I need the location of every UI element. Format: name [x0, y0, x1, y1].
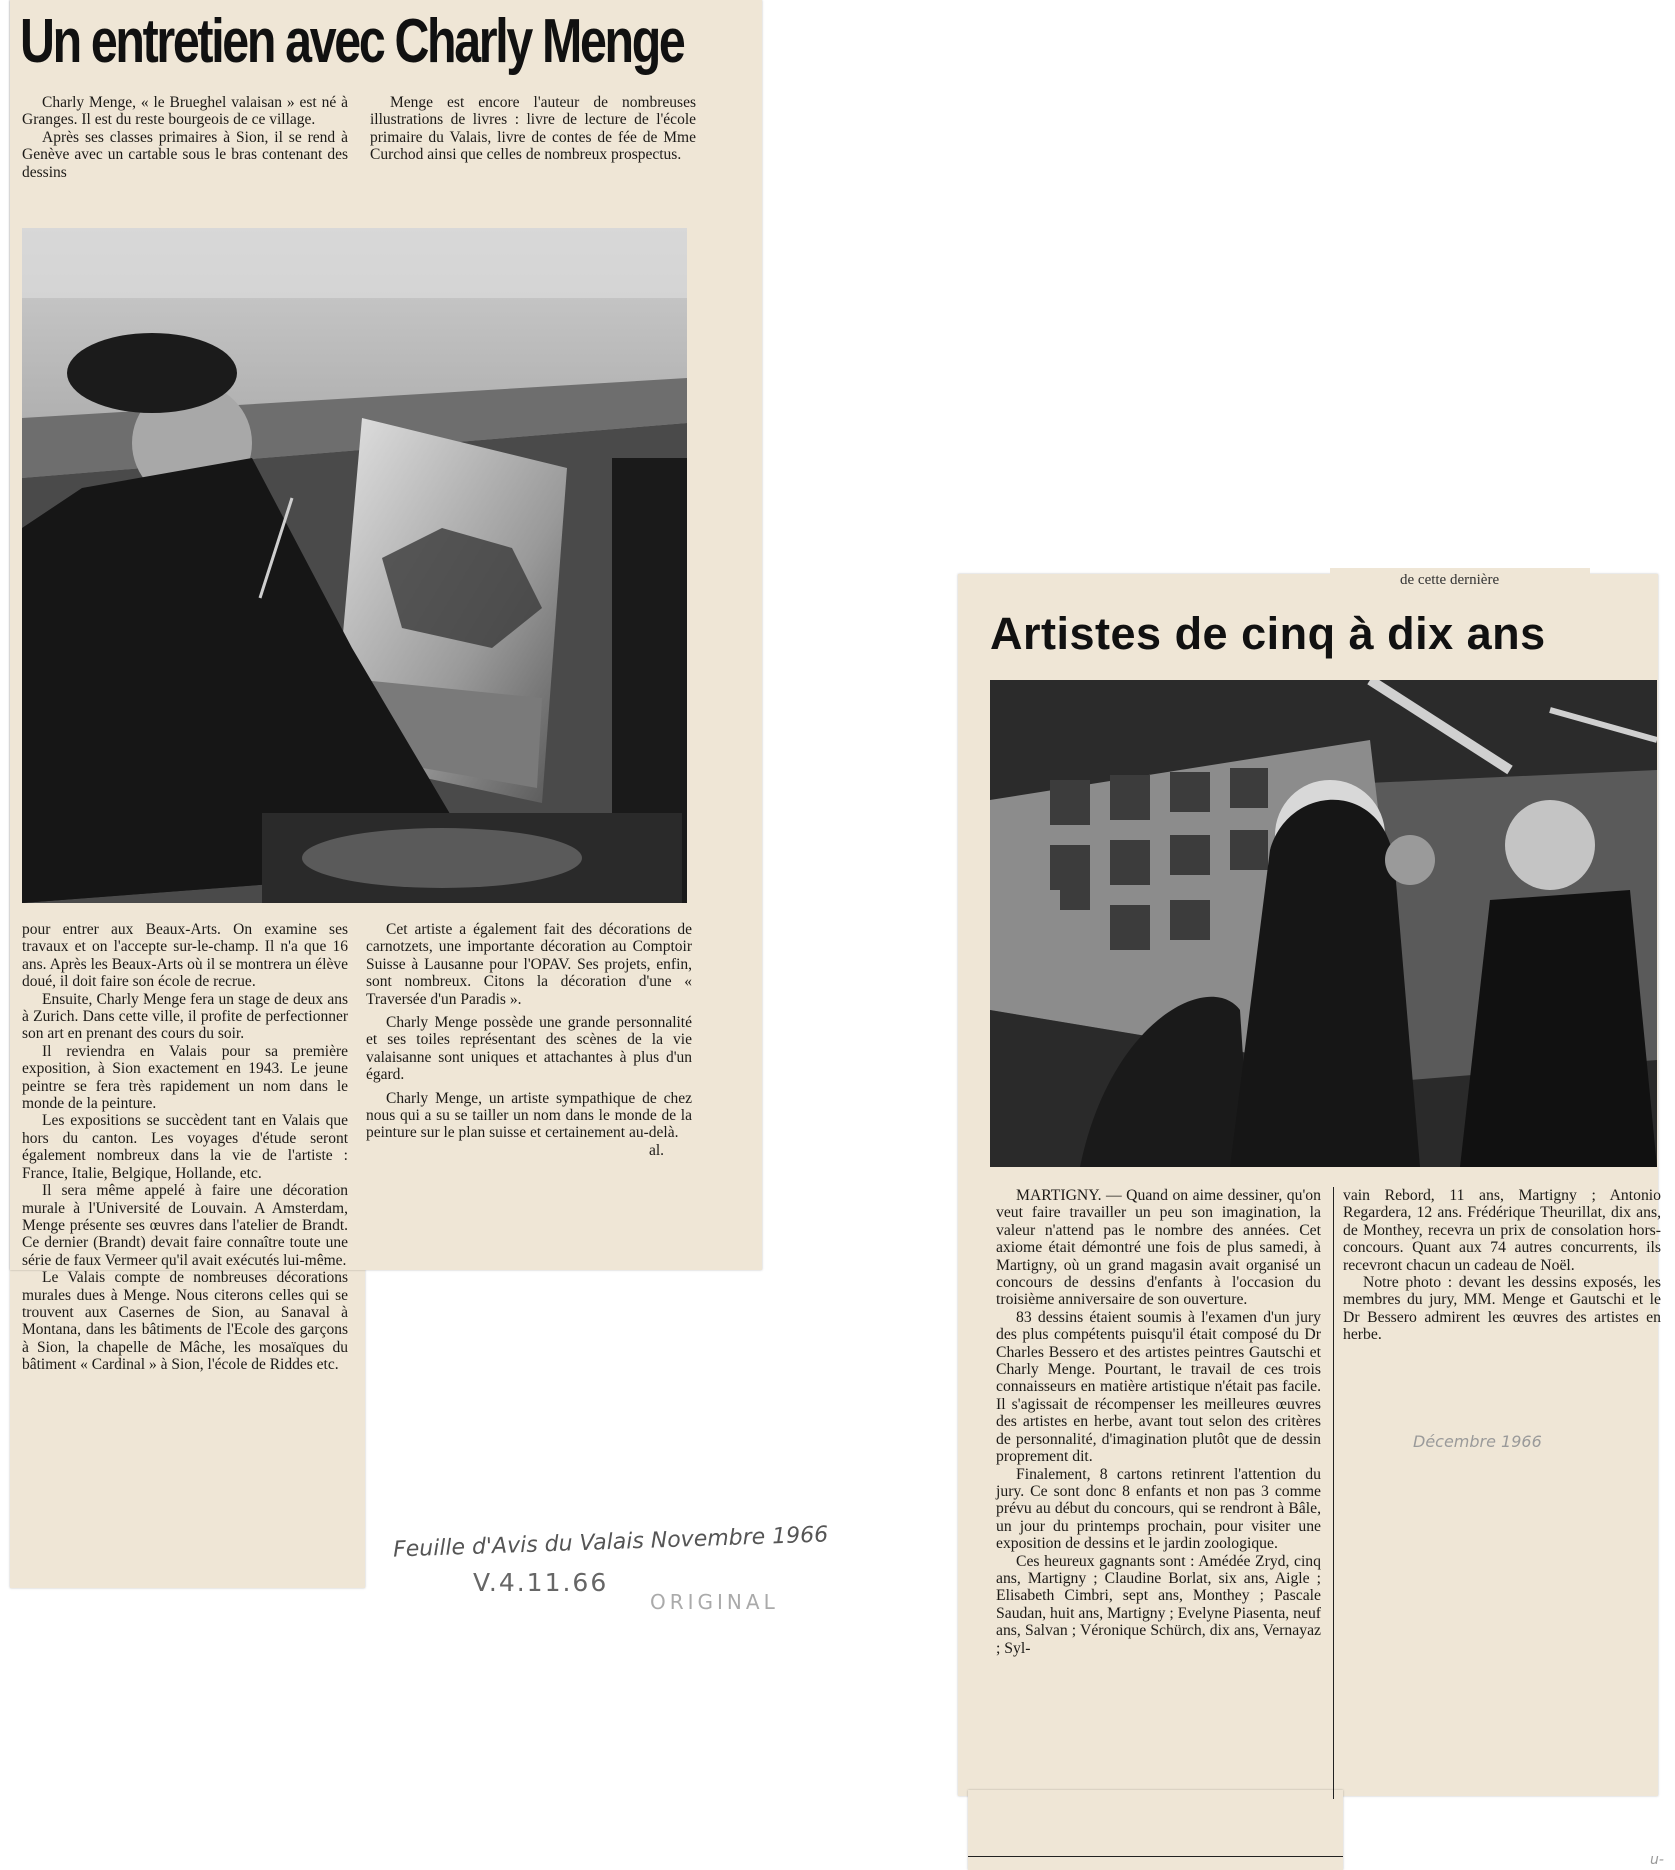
artistes-right-p2: Notre photo : devant les dessins exposés, les membres du jury, MM. Menge et Gautschi et le Dr Bessero admirent les œuvres des artistes en herbe. — [1343, 1274, 1661, 1344]
intro-left-p1: Charly Menge, « le Brueghel valaisan » est né à Granges. Il est du reste bourgeois de ce village. — [22, 94, 348, 129]
handwritten-source-note: Feuille d'Avis du Valais Novembre 1966 — [392, 1522, 829, 1563]
body-right-p1: Cet artiste a également fait des décorations de carnotzets, une importante décoration au Comptoir Suisse à Lausanne pour l'OPAV. Ses projets, enfin, sont nombreux. Citons la décoration d'une « Traversée d'un Paradis ». — [366, 921, 692, 1008]
body-right-p3: Charly Menge, un artiste sympathique de chez nous qui a su se tailler un nom dans le monde de la peinture sur le plan suisse et certainement au-delà. — [366, 1089, 692, 1142]
body-left-p5: Il sera même appelé à faire une décoration murale à l'Université de Louvain. A Amsterdam, Menge présente ses œuvres dans l'atelier de Brandt. Ce dernier (Brandt) devait faire connaître toute une série de faux Vermeer qu'il avait exécutés lui-même. — [22, 1182, 348, 1269]
photo-painter-at-easel — [22, 228, 687, 903]
body-left-column-charly — [22, 921, 348, 1374]
artistes-right-p1: vain Rebord, 11 ans, Martigny ; Antonio Regardera, 12 ans. Frédérique Theurillat, dix ans, de Monthey, recevra un prix de consolation hors-concours. Quant aux 74 autres concurrents, ils recevront chacun un cadeau de Noël. — [1343, 1187, 1661, 1274]
artistes-left-p2: 83 dessins étaient soumis à l'examen d'un jury des plus compétents puisqu'il était composé du Dr Charles Bessero et des artistes peintres Gautschi et Charly Menge. Pourtant, le travail de ces trois connaisseurs en matière artistique n'était pas facile. Il s'agissait de récompenser les meilleures œuvres des artistes en herbe, avant tout selon des critères de personnalité, d'imagination plutôt que de dessin proprement dit. — [996, 1308, 1321, 1466]
body-left-p1: pour entrer aux Beaux-Arts. On examine ses travaux et on l'accepte sur-le-champ. Il n'a que 16 ans. Après les Beaux-Arts où il se montrera un élève doué, il doit faire son école de recrue. — [22, 921, 348, 991]
clipping-artistes-lower — [968, 1790, 1343, 1870]
corner-mark: u- — [1650, 1852, 1664, 1868]
bottom-rule — [968, 1856, 1343, 1857]
headline-artistes: Artistes de cinq à dix ans — [990, 608, 1546, 659]
artistes-left-p1: MARTIGNY. — Quand on aime dessiner, qu'on veut faire travailler un peu son imagination, la valeur n'attend pas le nombre des années. Cet axiome était démontré une fois de plus samedi, à Martigny, où un grand magasin avait organisé un concours de dessins d'enfants à l'occasion du troisième anniversaire de son ouverture. — [996, 1187, 1321, 1309]
column-divider — [1333, 1187, 1334, 1799]
body-right-column-charly — [366, 921, 692, 1160]
body-left-p3: Il reviendra en Valais pour sa première exposition, à Sion exactement en 1943. Le jeune peintre se fera très rapidement un nom dans le monde de la peinture. — [22, 1042, 348, 1113]
handwritten-ref-number: V.4.11.66 — [473, 1568, 609, 1597]
body-left-p6: Le Valais compte de nombreuses décorations murales dues à Menge. Nous citerons celles qui se trouvent aux Casernes de Sion, au Sanaval à Montana, dans les bâtiments de l'Ecole des garçons à Sion, la chapelle de Mâche, les mosaïques du bâtiment « Cardinal » à Sion, l'école de Riddes etc. — [22, 1269, 348, 1374]
original-stamp: ORIGINAL — [650, 1590, 779, 1614]
intro-right-p1: Menge est encore l'auteur de nombreuses illustrations de livres : livre de lecture de l'école primaire du Valais, livre de contes de fée de Mme Curchod ainsi que celles de nombreux prospectus. — [370, 94, 696, 164]
headline-charly-menge: Un entretien avec Charly Menge — [20, 7, 684, 76]
photo-jury-exhibition — [990, 680, 1657, 1167]
intro-left-column — [22, 94, 348, 181]
artistes-left-p4: Ces heureux gagnants sont : Amédée Zryd, cinq ans, Martigny ; Claudine Borlat, six ans, Aigle ; Elisabeth Cimbri, sept ans, Monthey ; Pascale Saudan, huit ans, Martigny ; Evelyne Piasenta, neuf ans, Salvan ; Véronique Schürch, dix ans, Vernayaz ; Syl- — [996, 1552, 1322, 1657]
body-left-p4: Les expositions se succèdent tant en Valais que hors du canton. Les voyages d'étude seront également nombreux dans la vie de l'artiste : France, Italie, Belgique, Hollande, etc. — [22, 1112, 348, 1182]
artistes-left-p3: Finalement, 8 cartons retinrent l'attention du jury. Ce sont donc 8 enfants et non pas 3 comme prévu au début du concours, qui se rendront à Bâle, un jour du printemps prochain, pour visiter une exposition de dessins et le jardin zoologique. — [996, 1465, 1321, 1553]
author-signature: al. — [648, 1142, 664, 1160]
handwritten-date-note: Décembre 1966 — [1413, 1432, 1542, 1451]
body-right-column-artistes — [1343, 1187, 1661, 1344]
body-left-column-artistes — [996, 1187, 1321, 1657]
body-right-p2: Charly Menge possède une grande personnalité et ses toiles représentant des scènes de la vie valaisanne sont uniques et attachantes à plus d'un égard. — [366, 1014, 692, 1084]
intro-right-column — [370, 94, 696, 164]
cut-off-previous-text: de cette dernière — [1400, 572, 1500, 588]
intro-left-p2: Après ses classes primaires à Sion, il se rend à Genève avec un cartable sous le bras contenant des dessins — [22, 128, 348, 181]
body-left-p2: Ensuite, Charly Menge fera un stage de deux ans à Zurich. Dans cette ville, il profite de perfectionner son art en prenant des cours du soir. — [22, 990, 348, 1043]
